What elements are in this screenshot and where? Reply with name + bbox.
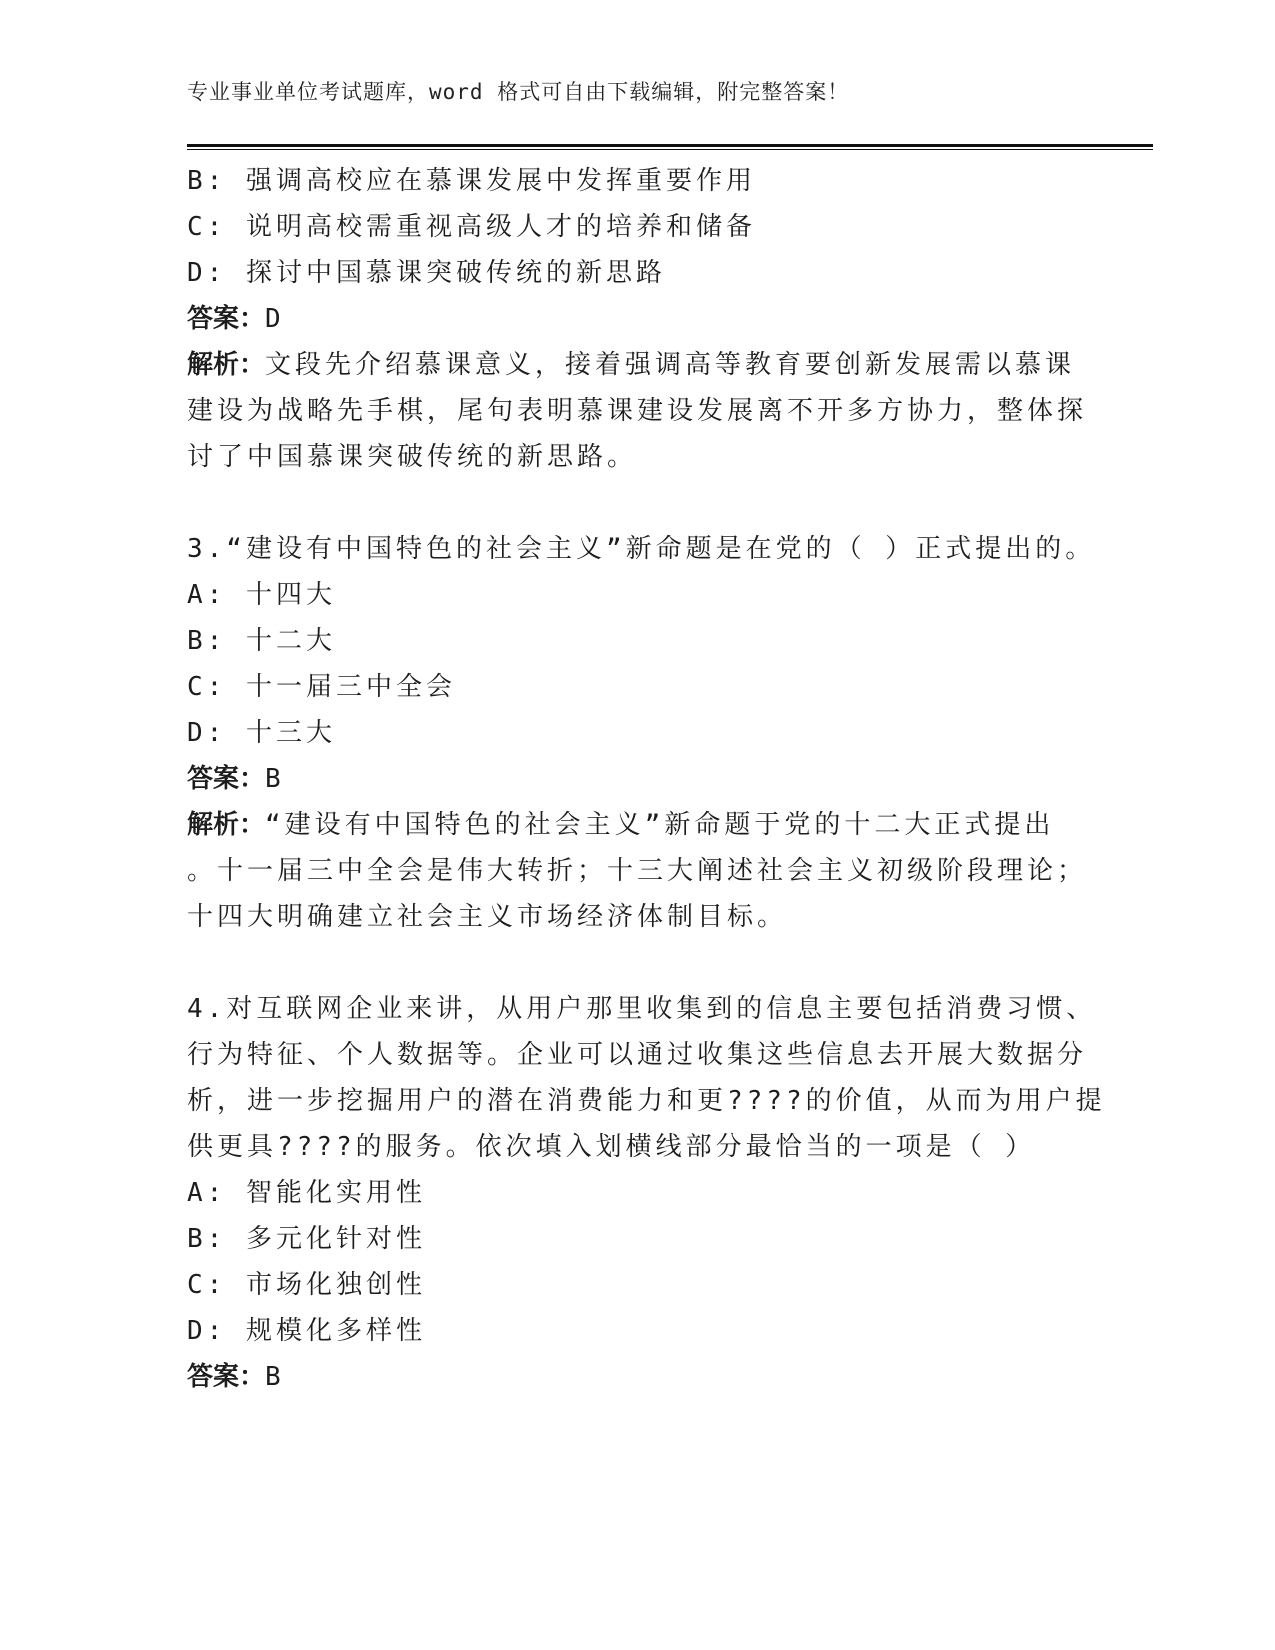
q4-question-line-2: 行为特征、个人数据等。企业可以通过收集这些信息去开展大数据分 [187, 1040, 1088, 1070]
q3-analysis-line-3: 十四大明确建立社会主义市场经济体制目标。 [187, 902, 788, 932]
header-rule-thin [187, 149, 1153, 150]
page-header: 专业事业单位考试题库，word 格式可自由下载编辑，附完整答案！ [187, 80, 850, 104]
q3-analysis-line-1 [187, 802, 1087, 848]
q2-option-c: C: 说明高校需重视高级人才的培养和储备 [187, 212, 756, 242]
q3-option-c: C: 十一届三中全会 [187, 672, 456, 702]
answer-label: 答案： [187, 1362, 266, 1392]
q2-analysis-line-2: 建设为战略先手棋，尾句表明慕课建设发展离不开多方协力，整体探 [187, 396, 1088, 426]
answer-label: 答案： [187, 764, 266, 794]
q2-analysis-line-3: 讨了中国慕课突破传统的新思路。 [187, 442, 638, 472]
q4-question-line-3: 析，进一步挖掘用户的潜在消费能力和更????的价值，从而为用户提 [187, 1086, 1106, 1116]
q2-option-b: B: 强调高校应在慕课发展中发挥重要作用 [187, 166, 756, 196]
q4-answer [187, 1354, 1087, 1400]
q2-option-d: D: 探讨中国慕课突破传统的新思路 [187, 258, 666, 288]
q2-analysis-line-1 [187, 342, 1087, 388]
q3-option-b: B: 十二大 [187, 626, 336, 656]
header-rule-thick [187, 144, 1153, 147]
q2-answer-value: D [265, 304, 285, 334]
q4-option-d: D: 规模化多样性 [187, 1316, 426, 1346]
q3-question: 3.“建设有中国特色的社会主义”新命题是在党的（ ）正式提出的。 [187, 534, 1096, 564]
q4-option-a: A: 智能化实用性 [187, 1178, 426, 1208]
q4-question-line-4: 供更具????的服务。依次填入划横线部分最恰当的一项是（ ） [187, 1132, 1036, 1162]
q2-answer [187, 296, 1087, 342]
q3-answer-value: B [265, 764, 285, 794]
q3-option-d: D: 十三大 [187, 718, 336, 748]
q3-answer [187, 756, 1087, 802]
analysis-label: 解析： [187, 350, 266, 380]
answer-label: 答案： [187, 304, 266, 334]
document-body [187, 158, 1106, 1400]
q4-option-b: B: 多元化针对性 [187, 1224, 426, 1254]
q4-option-c: C: 市场化独创性 [187, 1270, 426, 1300]
q4-question-line-1: 4.对互联网企业来讲，从用户那里收集到的信息主要包括消费习惯、 [187, 994, 1097, 1024]
q3-analysis-text-1: “建设有中国特色的社会主义”新命题于党的十二大正式提出 [265, 810, 1055, 840]
q3-option-a: A: 十四大 [187, 580, 336, 610]
q2-analysis-text-1: 文段先介绍慕课意义，接着强调高等教育要创新发展需以慕课 [265, 350, 1076, 380]
spacer [187, 480, 1087, 526]
spacer [187, 940, 1087, 986]
q3-analysis-line-2: 。十一届三中全会是伟大转折；十三大阐述社会主义初级阶段理论； [187, 856, 1088, 886]
q4-answer-value: B [265, 1362, 285, 1392]
analysis-label: 解析： [187, 810, 266, 840]
